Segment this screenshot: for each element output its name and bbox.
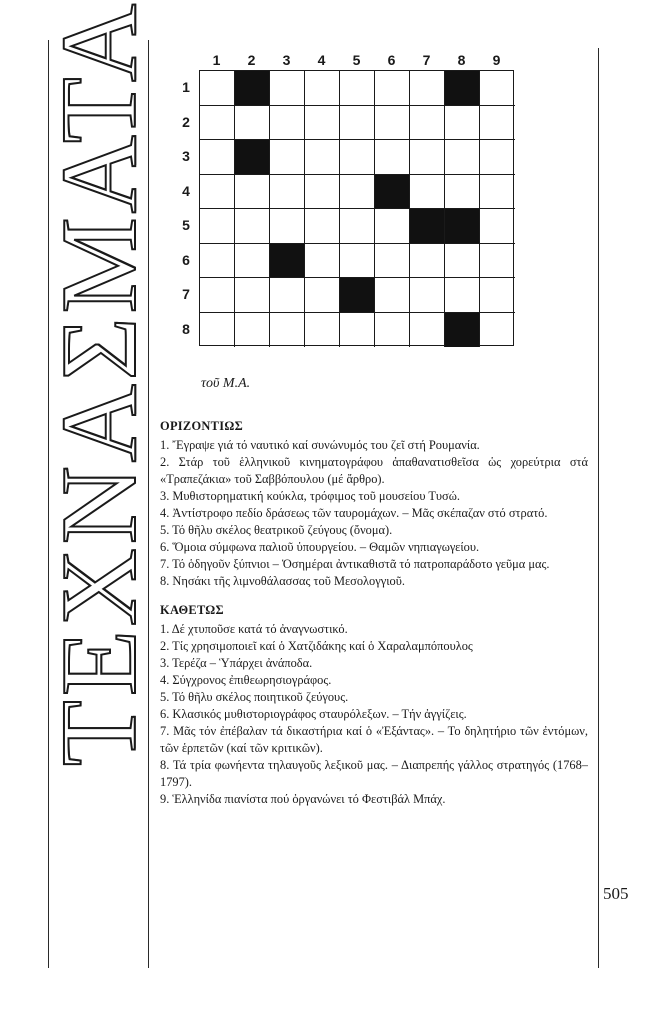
- crossword-cell[interactable]: [235, 106, 270, 141]
- crossword-grid: [199, 70, 514, 346]
- crossword-cell[interactable]: [480, 209, 515, 244]
- crossword-cell[interactable]: [480, 175, 515, 210]
- crossword-cell[interactable]: [375, 140, 410, 175]
- column-number: 8: [457, 52, 466, 68]
- across-clue: 1. Ἔγραψε γιά τό ναυτικό καί συνώνυμός του ζεῖ στή Ρουμανία.: [160, 438, 480, 452]
- row-number: 1: [182, 79, 190, 95]
- row-number: 6: [182, 251, 190, 268]
- column-number: 1: [212, 52, 221, 68]
- crossword-cell[interactable]: [200, 313, 235, 348]
- row-number: 5: [182, 217, 190, 233]
- crossword-cell[interactable]: [305, 71, 340, 106]
- crossword-cell[interactable]: [235, 175, 270, 210]
- crossword-cell[interactable]: [410, 106, 445, 141]
- crossword-cell[interactable]: [375, 244, 410, 279]
- crossword-cell[interactable]: [445, 175, 480, 210]
- row-number: 4: [182, 182, 190, 199]
- down-clue: 6. Κλασικός μυθιστοριογράφος σταυρόλεξων. – Τήν ἀγγίζεις.: [160, 707, 467, 721]
- crossword-cell[interactable]: [480, 244, 515, 279]
- crossword-cell[interactable]: [480, 313, 515, 348]
- crossword-cell[interactable]: [375, 71, 410, 106]
- crossword-black-cell: [445, 313, 480, 348]
- row-number: 2: [182, 113, 190, 130]
- crossword-cell[interactable]: [270, 313, 305, 348]
- crossword-cell[interactable]: [340, 175, 375, 210]
- crossword-cell[interactable]: [340, 140, 375, 175]
- crossword-cell[interactable]: [270, 106, 305, 141]
- across-clue: 8. Νησάκι τῆς λιμνοθάλασσας τοῦ Μεσολογγιοῦ.: [160, 574, 405, 588]
- crossword-black-cell: [445, 71, 480, 106]
- down-clue: 4. Σύγχρονος ἐπιθεωρησιογράφος.: [160, 673, 332, 687]
- crossword-cell[interactable]: [200, 244, 235, 279]
- crossword-cell[interactable]: [235, 209, 270, 244]
- crossword-cell[interactable]: [445, 140, 480, 175]
- across-clue: 2. Στάρ τοῦ ἑλληνικοῦ κινηματογράφου ἀπαθανατισθεῖσα ὡς χορεύτρια στά «Τραπεζάκια» τοῦ Σαββόπουλου (μέ ἄρθρο).: [160, 455, 588, 486]
- down-clue: 1. Δέ χτυποῦσε κατά τό ἀναγνωστικό.: [160, 622, 348, 636]
- crossword-cell[interactable]: [375, 209, 410, 244]
- down-clue: 9. Ἑλληνίδα πιανίστα πού ὀργανώνει τό Φεστιβάλ Μπάχ.: [160, 792, 446, 806]
- column-number: 6: [387, 52, 396, 68]
- column-number: 9: [492, 52, 501, 68]
- across-clue: 3. Μυθιστορηματική κούκλα, τρόφιμος τοῦ μουσείου Τυσώ.: [160, 489, 460, 503]
- down-clue: 5. Τό θῆλυ σκέλος ποιητικοῦ ζεύγους.: [160, 690, 349, 704]
- down-heading: ΚΑΘΕΤΩΣ: [160, 603, 224, 617]
- crossword-cell[interactable]: [200, 71, 235, 106]
- crossword-cell[interactable]: [235, 313, 270, 348]
- down-clue: 2. Τίς χρησιμοποιεῖ καί ὁ Χατζιδάκης καί ὁ Χαραλαμπόπουλος: [160, 639, 473, 653]
- crossword-cell[interactable]: [340, 106, 375, 141]
- crossword-cell[interactable]: [410, 313, 445, 348]
- crossword-cell[interactable]: [305, 278, 340, 313]
- across-clue: 7. Τό ὁδηγοῦν ξύπνιοι – Ὁσημέραι ἀντικαθιστᾶ τό πατροπαράδοτο γεῦμα μας.: [160, 557, 550, 571]
- crossword-cell[interactable]: [375, 313, 410, 348]
- column-number: 5: [352, 52, 361, 68]
- row-number: 8: [182, 320, 190, 337]
- crossword-cell[interactable]: [480, 278, 515, 313]
- crossword-cell[interactable]: [340, 244, 375, 279]
- crossword-row-numbers: [176, 70, 196, 346]
- crossword-cell[interactable]: [200, 209, 235, 244]
- column-number: 2: [247, 52, 256, 68]
- crossword-cell[interactable]: [445, 106, 480, 141]
- crossword-cell[interactable]: [270, 140, 305, 175]
- down-clue: 3. Τερέζα – Ὑπάρχει ἀνάποδα.: [160, 656, 313, 670]
- crossword-cell[interactable]: [410, 244, 445, 279]
- column-number: 3: [282, 52, 291, 68]
- across-clue: 4. Ἀντίστροφο πεδίο δράσεως τῶν ταυρομάχων. – Μᾶς σκέπαζαν στό στρατό.: [160, 506, 548, 520]
- crossword-cell[interactable]: [305, 140, 340, 175]
- column-number: 7: [422, 52, 431, 68]
- crossword-cell[interactable]: [340, 313, 375, 348]
- crossword-cell[interactable]: [200, 106, 235, 141]
- crossword-black-cell: [235, 140, 270, 175]
- crossword-black-cell: [445, 209, 480, 244]
- crossword-cell[interactable]: [270, 175, 305, 210]
- crossword-cell[interactable]: [410, 140, 445, 175]
- crossword-black-cell: [375, 175, 410, 210]
- crossword-cell[interactable]: [305, 106, 340, 141]
- crossword-cell[interactable]: [410, 175, 445, 210]
- down-clue: 8. Τά τρία φωνήεντα τηλαυγοῦς λεξικοῦ μας. – Διαπρεπής γάλλος στρατηγός (1768–1797).: [160, 758, 588, 789]
- crossword-cell[interactable]: [375, 278, 410, 313]
- crossword-cell[interactable]: [340, 209, 375, 244]
- section-title-text: ΤΕΧΝΑΣΜΑΤΑ: [40, 0, 160, 767]
- crossword-cell[interactable]: [480, 140, 515, 175]
- crossword-cell[interactable]: [445, 278, 480, 313]
- crossword-cell[interactable]: [445, 244, 480, 279]
- right-border-rule: [598, 48, 599, 968]
- crossword-cell[interactable]: [270, 278, 305, 313]
- crossword-black-cell: [270, 244, 305, 279]
- crossword-black-cell: [235, 71, 270, 106]
- clues-section: [160, 418, 588, 808]
- crossword-cell[interactable]: [410, 278, 445, 313]
- crossword-cell[interactable]: [480, 106, 515, 141]
- across-heading: ΟΡΙΖΟΝΤΙΩΣ: [160, 419, 243, 433]
- crossword-author: τοῦ Μ.Α.: [201, 376, 251, 391]
- crossword-cell[interactable]: [305, 175, 340, 210]
- crossword-cell[interactable]: [375, 106, 410, 141]
- crossword-cell[interactable]: [305, 209, 340, 244]
- crossword-cell[interactable]: [305, 313, 340, 348]
- row-number: 7: [182, 286, 190, 302]
- column-number: 4: [317, 52, 326, 68]
- crossword-cell[interactable]: [480, 71, 515, 106]
- down-clue-list: [160, 621, 588, 808]
- crossword-black-cell: [410, 209, 445, 244]
- crossword-cell[interactable]: [270, 71, 305, 106]
- crossword-cell[interactable]: [200, 175, 235, 210]
- crossword-cell[interactable]: [410, 71, 445, 106]
- crossword-column-numbers: [199, 52, 514, 68]
- crossword-cell[interactable]: [340, 71, 375, 106]
- page-number: 505: [603, 884, 629, 903]
- crossword-cell[interactable]: [270, 209, 305, 244]
- crossword-cell[interactable]: [235, 244, 270, 279]
- crossword-cell[interactable]: [235, 278, 270, 313]
- crossword-cell[interactable]: [200, 140, 235, 175]
- across-clue-list: [160, 437, 588, 590]
- across-clue: 5. Τό θῆλυ σκέλος θεατρικοῦ ζεύγους (ὄνομα).: [160, 523, 393, 537]
- row-number: 3: [182, 148, 190, 164]
- crossword-black-cell: [340, 278, 375, 313]
- across-clue: 6. Ὅμοια σύμφωνα παλιοῦ ὑπουργείου. – Θαμῶν νηπιαγωγείου.: [160, 540, 480, 554]
- section-title-vertical: [40, 0, 160, 767]
- crossword-cell[interactable]: [305, 244, 340, 279]
- down-clue: 7. Μᾶς τόν ἐπέβαλαν τά δικαστήρια καί ὁ «Ἐξάντας». – Το δηλητήριο τῶν ἐντόμων, τῶν ἑρπετῶν (καί τῶν κριτικῶν).: [160, 724, 588, 755]
- crossword-cell[interactable]: [200, 278, 235, 313]
